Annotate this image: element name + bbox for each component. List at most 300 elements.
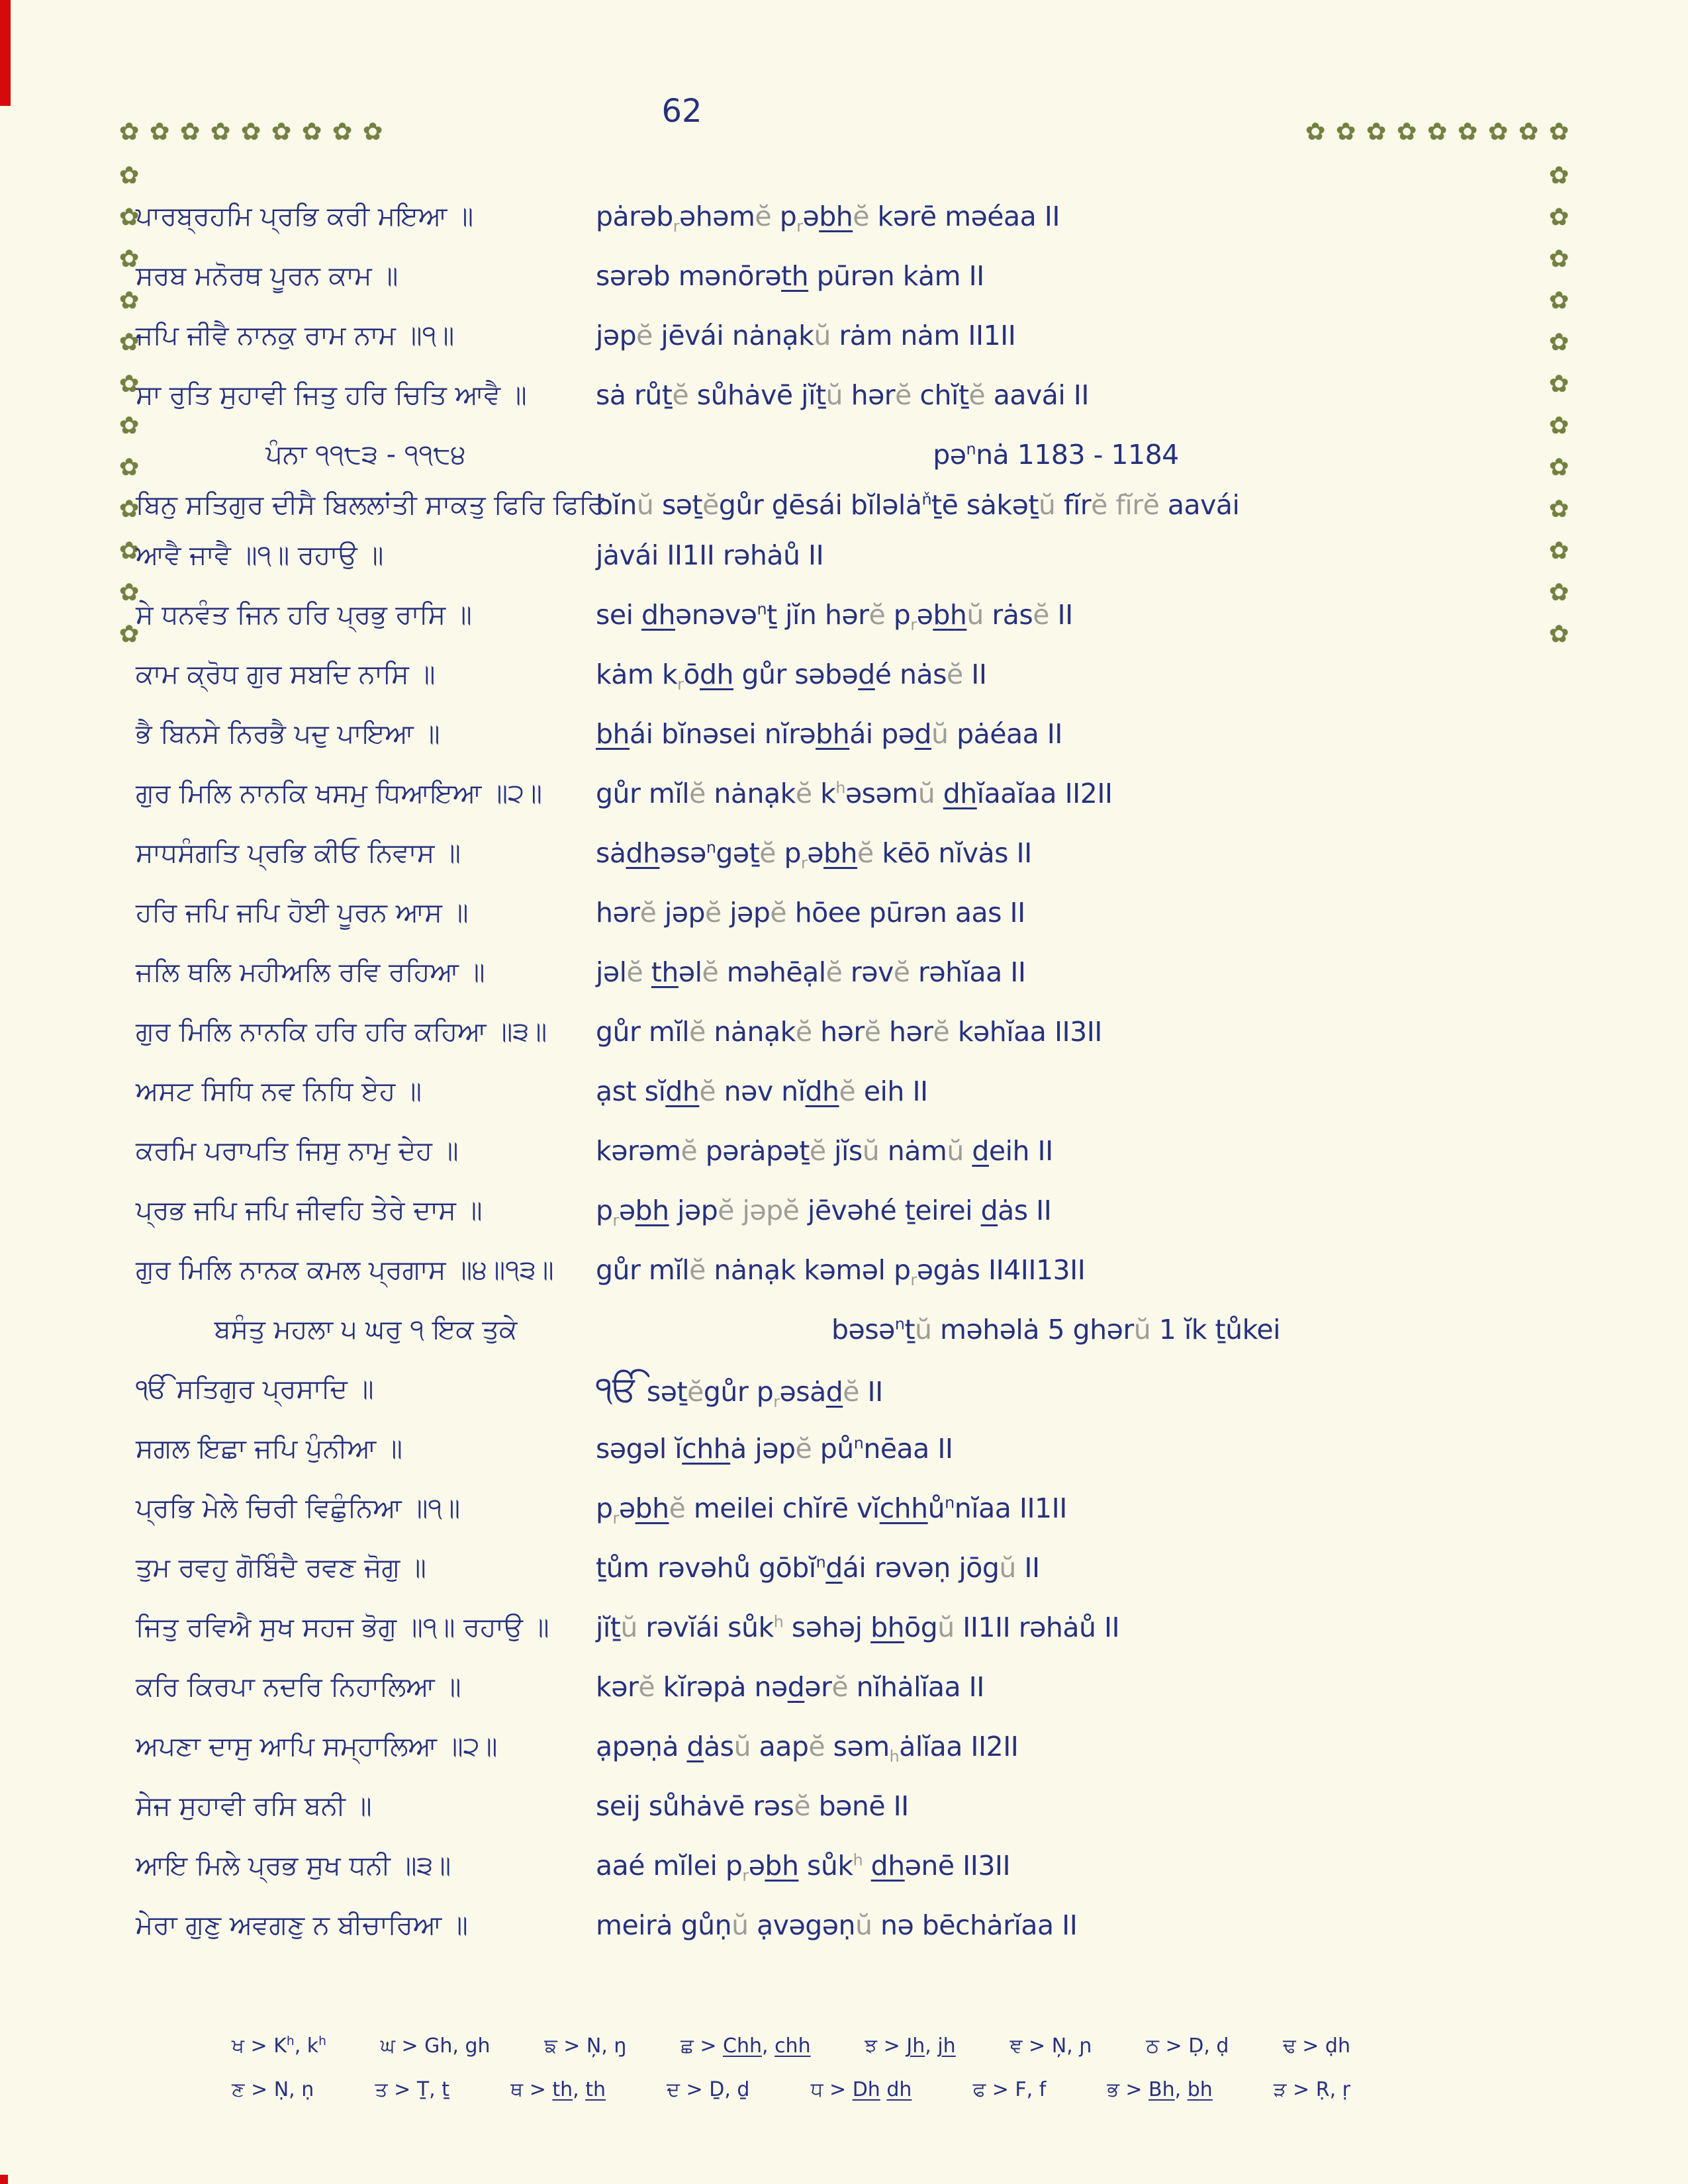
text-segment: dh — [805, 1075, 839, 1107]
roman-transliteration-text — [596, 1016, 1688, 1048]
roman-transliteration-text — [596, 1135, 1688, 1167]
text-segment: d — [825, 1552, 843, 1584]
text-segment: bənē II — [810, 1790, 909, 1822]
gurmukhi-text: ਹਰਿ ਜਪਿ ਜਪਿ ਹੋਈ ਪੂਰਨ ਆਸ ॥ — [136, 897, 469, 928]
text-segment: jȧvái II1II rəhȧů II — [596, 539, 824, 571]
text-segment: əhəm — [679, 201, 755, 232]
text-segment: ər — [804, 1671, 832, 1703]
verse-row — [0, 1419, 1688, 1479]
roman-transliteration-text — [596, 1075, 1688, 1107]
text-segment: jēvəhé ṯeirei — [799, 1195, 981, 1226]
text-segment: pȧrəb — [596, 201, 673, 232]
verse-row — [0, 1895, 1688, 1955]
text-segment: Bh — [1149, 2077, 1175, 2101]
text-segment: əsə — [659, 837, 706, 869]
gurmukhi-text: ਭੈ ਬਿਨਸੇ ਨਿਰਭੈ ਪਦੁ ਪਾਇਆ ॥ — [136, 719, 440, 749]
text-segment: jh — [937, 2034, 956, 2058]
legend-item — [232, 2034, 326, 2058]
roman-transliteration-text — [596, 201, 1688, 236]
roman-transliteration-text — [596, 539, 1688, 571]
text-segment: bh — [635, 1195, 669, 1226]
text-segment: dh — [943, 778, 977, 809]
text-segment: gůr mĭl — [596, 778, 690, 809]
text-segment — [863, 1850, 871, 1882]
transliteration-legend — [232, 2024, 1350, 2111]
text-segment: h — [773, 1612, 784, 1631]
text-segment: ĕ — [638, 1671, 655, 1703]
text-segment: r — [910, 1271, 917, 1290]
text-segment: ਛ > — [680, 2034, 723, 2058]
legend-item — [865, 2034, 955, 2058]
text-segment: ਫ > F, f — [972, 2077, 1047, 2101]
roman-transliteration-text — [596, 897, 1688, 929]
text-segment — [964, 1135, 972, 1167]
roman-transliteration-text — [596, 1492, 1688, 1528]
text-segment: rȧm nȧm II1II — [830, 320, 1016, 351]
flower-icon: ✿ — [1549, 287, 1570, 314]
text-segment: II — [962, 659, 987, 690]
text-segment: pů — [812, 1433, 854, 1465]
text-segment: ȧlĭaa II2II — [899, 1731, 1019, 1762]
text-segment: ō — [683, 659, 700, 690]
text-segment: səhəj — [783, 1612, 871, 1643]
text-segment: ái rəvəṇ jōg — [842, 1552, 1000, 1584]
text-segment: d — [914, 718, 932, 750]
text-segment: ĕ — [755, 201, 772, 232]
roman-transliteration-text — [596, 260, 1688, 292]
text-segment: ə — [807, 837, 824, 869]
text-segment: aavái — [1159, 489, 1240, 521]
text-segment: meilei chĭrē vĭ — [685, 1492, 880, 1524]
text-segment: ਤ > Ṯ, ṯ — [375, 2077, 449, 2101]
text-segment: , — [761, 2034, 775, 2058]
text-segment: ŭ — [1133, 1314, 1151, 1345]
verse-row — [0, 823, 1688, 883]
roman-transliteration-text — [596, 439, 1688, 471]
text-segment: bh — [596, 718, 630, 750]
flower-icon: ✿ — [1458, 118, 1478, 146]
text-segment: n — [894, 1314, 905, 1334]
gurmukhi-text: ਪੰਨਾ ੧੧੮੩ - ੧੧੮੪ — [265, 439, 466, 470]
text-segment: kər — [596, 1671, 639, 1703]
flower-icon: ✿ — [119, 162, 140, 189]
text-segment: ŭ — [733, 1731, 751, 1762]
text-segment: th — [552, 2077, 573, 2101]
text-segment: dh — [665, 1075, 700, 1107]
text-segment: nəv nĭ — [716, 1075, 806, 1107]
text-segment: ਭ > — [1107, 2077, 1149, 2101]
text-segment: jəp — [721, 897, 771, 929]
text-segment: ŭ — [855, 1909, 872, 1941]
text-segment: ȧs — [704, 1731, 734, 1762]
verse-row — [0, 1062, 1688, 1121]
flower-icon: ✿ — [241, 118, 261, 146]
text-segment: kəhĭaa II3II — [949, 1016, 1102, 1048]
text-segment: ĕ — [831, 1671, 849, 1703]
text-segment: ĕ — [794, 1790, 811, 1822]
text-segment: əsȧ — [779, 1375, 826, 1408]
text-segment: jəp — [669, 1195, 718, 1226]
verse-row — [0, 1479, 1688, 1538]
text-segment: n — [945, 1493, 955, 1512]
flower-icon: ✿ — [119, 287, 140, 314]
text-segment: ĕ — [1091, 489, 1107, 521]
flower-icon: ✿ — [180, 118, 201, 146]
text-segment: sei — [596, 599, 642, 631]
verse-table — [0, 187, 1688, 1955]
text-segment: dh — [870, 1850, 905, 1882]
text-segment: II1II rəhȧů II — [954, 1612, 1120, 1643]
verse-row — [0, 525, 1688, 585]
roman-transliteration-text — [596, 718, 1688, 750]
text-segment: ə — [748, 1850, 765, 1882]
legend-item — [375, 2078, 449, 2101]
text-segment: ạpəṇȧ — [596, 1731, 687, 1762]
text-segment: ਞ > N̦, ɲ — [1009, 2034, 1092, 2058]
text-segment: ŭ — [1038, 489, 1056, 521]
text-segment: ĭaaĭaa II2II — [976, 778, 1113, 809]
text-segment: ĕ — [669, 1492, 686, 1524]
text-segment: dh — [886, 2077, 912, 2101]
text-segment: ŭ — [636, 489, 654, 521]
gurmukhi-text: ਆਇ ਮਿਲੇ ਪ੍ਰਭ ਸੁਖ ਧਨੀ ॥੩॥ — [136, 1850, 451, 1881]
roman-transliteration-text — [596, 1369, 1688, 1410]
verse-row — [0, 306, 1688, 365]
text-segment: pərȧpəṯ — [697, 1135, 810, 1167]
text-segment: ŭ — [947, 1135, 964, 1167]
flower-icon: ✿ — [1549, 579, 1570, 606]
verse-row — [0, 1538, 1688, 1598]
text-segment: ĕ — [809, 1135, 826, 1167]
flower-icon: ✿ — [1549, 329, 1570, 356]
flower-icon: ✿ — [363, 118, 383, 146]
text-segment: ṯům rəvəhů gōbĭ — [596, 1552, 816, 1584]
roman-transliteration-text — [596, 837, 1688, 873]
flower-icon: ✿ — [119, 579, 140, 606]
text-segment — [880, 2078, 887, 2101]
text-segment: d — [858, 659, 875, 690]
roman-transliteration-text — [596, 599, 1688, 635]
gurmukhi-text: ਸਰਬ ਮਨੋਰਥ ਪੂਰਨ ਕਾਮ ॥ — [136, 261, 399, 291]
text-segment: ōg — [904, 1612, 938, 1643]
text-segment: ਝ > — [865, 2034, 907, 2058]
text-segment: ĕ — [680, 1135, 698, 1167]
text-segment: ਢ > ḍh — [1283, 2034, 1350, 2058]
roman-transliteration-text — [596, 778, 1688, 809]
text-segment: pūrən kȧm II — [808, 260, 984, 292]
text-segment: r — [612, 1509, 619, 1528]
text-segment: pȧéaa II — [948, 718, 1062, 750]
flower-icon: ✿ — [119, 537, 140, 565]
text-segment: məhēạl — [718, 956, 826, 988]
verse-row — [0, 1181, 1688, 1240]
flower-icon: ✿ — [1397, 118, 1417, 146]
text-segment: ਠ > Ḍ, ḍ — [1146, 2034, 1229, 2058]
roman-transliteration-text — [596, 1731, 1688, 1766]
gurmukhi-text: ਅਸਟ ਸਿਧਿ ਨਵ ਨਿਧਿ ਏਹ ॥ — [136, 1076, 422, 1107]
flower-icon: ✿ — [1549, 537, 1570, 565]
roman-transliteration-text — [596, 320, 1688, 351]
gurmukhi-text: ਪ੍ਰਭ ਜਪਿ ਜਪਿ ਜੀਵਹਿ ਤੇਰੇ ਦਾਸ ॥ — [136, 1195, 483, 1226]
text-segment: r — [773, 1392, 780, 1411]
verse-row — [0, 1121, 1688, 1181]
text-segment: chh — [774, 2034, 811, 2058]
text-segment: ਘ > Gh, gh — [380, 2034, 491, 2058]
text-segment: ŭ — [966, 599, 984, 631]
flower-icon: ✿ — [1488, 118, 1509, 146]
legend-item — [510, 2078, 606, 2101]
roman-transliteration-text — [596, 1790, 1688, 1822]
text-segment: hər — [843, 379, 896, 411]
text-segment: ਣ > Ṇ, ṇ — [232, 2077, 314, 2101]
text-segment: h — [835, 778, 845, 797]
text-segment: ə — [802, 201, 820, 232]
gurmukhi-text: ਗੁਰ ਮਿਲਿ ਨਾਨਕਿ ਖਸਮੁ ਧਿਆਇਆ ॥੨॥ — [136, 778, 542, 809]
text-segment: aavái II — [985, 379, 1089, 411]
text-segment: ਦ > Ḏ, ḏ — [667, 2077, 750, 2101]
text-segment: ਙ > N̦, ŋ — [544, 2034, 627, 2058]
legend-item — [667, 2078, 749, 2101]
roman-transliteration-text — [596, 1850, 1688, 1886]
roman-transliteration-text — [596, 1254, 1688, 1290]
text-segment: gůr səbə — [733, 659, 859, 690]
legend-item — [973, 2078, 1047, 2101]
gurmukhi-text: ਬਿਨੁ ਸਤਿਗੁਰ ਦੀਸੈ ਬਿਲਲਾਂਤੀ ਸਾਕਤੁ ਫਿਰਿ ਫਿਰਿ — [136, 490, 604, 520]
text-segment: h — [889, 1747, 900, 1766]
text-segment: fĭrĕ — [1115, 489, 1160, 521]
text-segment: 1 ĭk ṯůkei — [1150, 1314, 1280, 1345]
legend-item — [1107, 2078, 1212, 2101]
text-segment: chĭṯ — [911, 379, 969, 411]
text-segment: ái pə — [849, 718, 915, 750]
verse-row — [0, 1598, 1688, 1657]
text-segment: ਥ > — [510, 2077, 553, 2101]
text-segment: ṯ jĭn hər — [767, 599, 869, 631]
text-segment: Dh — [852, 2077, 880, 2101]
text-segment: eih II — [988, 1135, 1053, 1167]
verse-row — [0, 883, 1688, 942]
verse-row — [0, 764, 1688, 823]
text-segment: jəp — [596, 320, 637, 351]
flower-icon: ✿ — [1549, 371, 1570, 398]
text-segment: p — [596, 1195, 613, 1226]
text-segment: , — [573, 2077, 586, 2101]
text-segment: jĭṯ — [596, 1612, 621, 1643]
legend-item — [1009, 2034, 1092, 2058]
text-segment: n — [816, 1553, 826, 1572]
text-segment: dh — [699, 659, 733, 690]
text-segment: ŭ — [862, 1135, 880, 1167]
text-segment — [1107, 489, 1116, 521]
text-segment: ĕ — [718, 1195, 734, 1226]
flower-icon: ✿ — [150, 118, 170, 146]
text-segment: səgəl ĭ — [596, 1433, 682, 1465]
red-corner-mark — [0, 0, 11, 106]
text-segment: ਧ > — [810, 2077, 853, 2101]
flower-icon: ✿ — [119, 496, 140, 523]
text-segment — [935, 778, 943, 809]
text-segment: kərəm — [596, 1135, 681, 1167]
text-segment: ṯē sȧkəṯ — [931, 489, 1039, 521]
roman-transliteration-text — [596, 1671, 1688, 1703]
roman-transliteration-text — [596, 379, 1688, 411]
flower-icon: ✿ — [1366, 118, 1387, 146]
flower-icon: ✿ — [211, 118, 231, 146]
gurmukhi-text: ਪਾਰਬ੍ਰਹਮਿ ਪ੍ਰਭਿ ਕਰੀ ਮਇਆ ॥ — [136, 201, 474, 232]
text-segment: ů — [927, 1492, 945, 1524]
text-segment: jəl — [596, 956, 627, 988]
verse-row — [0, 1776, 1688, 1836]
roman-transliteration-text — [596, 1552, 1688, 1584]
text-segment: hōee pūrən aas II — [786, 897, 1025, 929]
gurmukhi-text: ਸਗਲ ਇਛਾ ਜਪਿ ਪੁੰਨੀਆ ॥ — [136, 1433, 402, 1464]
text-segment: ənəvə — [675, 599, 757, 631]
text-segment: chh — [682, 1433, 731, 1465]
text-segment: bĭn — [596, 489, 637, 521]
text-segment: r — [796, 217, 803, 236]
verse-row — [0, 1240, 1688, 1300]
text-segment: ái bĭnəsei nĭrə — [630, 718, 816, 750]
text-segment: r — [801, 854, 808, 873]
text-segment: d — [787, 1671, 805, 1703]
verse-row — [0, 484, 1688, 525]
flower-icon: ✿ — [1549, 412, 1570, 439]
text-segment: ə — [916, 599, 933, 631]
text-segment: ĕ — [795, 1433, 812, 1465]
text-segment: , — [925, 2034, 938, 2058]
text-segment: gůr ḏēsái bĭləlȧ — [718, 489, 922, 521]
text-segment: aap — [751, 1731, 809, 1762]
flower-icon: ✿ — [1549, 246, 1570, 273]
verse-row — [0, 1717, 1688, 1776]
text-segment: nēaa II — [863, 1433, 953, 1465]
text-segment: ĕ — [857, 837, 874, 869]
text-segment: ĕ — [689, 1016, 706, 1048]
text-segment: gůr p — [703, 1375, 774, 1408]
verse-row — [0, 1002, 1688, 1062]
page-number: 62 — [661, 93, 702, 130]
text-segment: ĕ — [689, 778, 706, 809]
text-segment: nȧnạk — [705, 778, 796, 809]
text-segment: é nȧs — [874, 659, 947, 690]
text-segment: ĕ — [893, 956, 910, 988]
text-segment: dh — [626, 837, 660, 869]
text-segment: ਖ > K — [232, 2034, 287, 2058]
gurmukhi-text: ਕਰਿ ਕਿਰਪਾ ਨਦਰਿ ਨਿਹਾਲਿਆ ॥ — [136, 1672, 461, 1702]
text-segment: n — [966, 439, 976, 459]
roman-transliteration-text — [596, 1314, 1688, 1345]
text-segment: p — [885, 599, 911, 631]
roman-transliteration-text — [596, 1433, 1688, 1465]
flower-icon: ✿ — [119, 621, 140, 648]
text-segment: ĕ — [933, 1016, 950, 1048]
gurmukhi-text: ਕਰਮਿ ਪਰਾਪਤਿ ਜਿਸੁ ਨਾਮੁ ਦੇਹ ॥ — [136, 1136, 459, 1166]
text-segment: ĕ — [1033, 599, 1049, 631]
text-segment: jĭs — [825, 1135, 863, 1167]
roman-transliteration-text — [596, 1612, 1688, 1643]
text-segment: nĭhȧlĭaa II — [848, 1671, 984, 1703]
text-segment: əl — [678, 956, 702, 988]
text-segment: ĕ — [947, 659, 963, 690]
text-segment: n — [706, 838, 716, 857]
roman-transliteration-text — [596, 489, 1688, 521]
verse-row — [0, 246, 1688, 306]
text-segment: k — [812, 778, 836, 809]
text-segment: dh — [641, 599, 676, 631]
flower-icon: ✿ — [119, 371, 140, 398]
flower-icon: ✿ — [1519, 118, 1539, 146]
verse-row — [0, 1359, 1688, 1419]
legend-item — [381, 2034, 491, 2058]
text-segment: ə — [618, 1195, 635, 1226]
text-segment: ŭ — [999, 1552, 1016, 1584]
legend-item — [544, 2034, 626, 2058]
text-segment: jēvái nȧnạk — [652, 320, 814, 351]
legend-item — [1146, 2034, 1229, 2058]
flower-icon: ✿ — [332, 118, 353, 146]
text-segment — [734, 1195, 743, 1226]
text-segment: rȧs — [983, 599, 1033, 631]
text-segment: rəv — [842, 956, 894, 988]
flower-icon: ✿ — [1549, 496, 1570, 523]
text-segment: nȧm — [879, 1135, 947, 1167]
gurmukhi-text: ਤੁਮ ਰਵਹੁ ਗੋਬਿੰਦੈ ਰਵਣ ਜੋਗੁ ॥ — [136, 1553, 426, 1583]
text-segment: ĕ — [702, 956, 719, 988]
flower-icon: ✿ — [119, 118, 140, 146]
gurmukhi-text: ਸੇਜ ਸੁਹਾਵੀ ਰਸਿ ਬਨੀ ॥ — [136, 1791, 372, 1821]
text-segment: Chh — [723, 2034, 762, 2058]
flower-icon: ✿ — [1549, 118, 1570, 146]
text-segment: d — [972, 1135, 989, 1167]
text-segment: ŭ — [937, 1612, 955, 1643]
gurmukhi-text: ਜਪਿ ਜੀਵੈ ਨਾਨਕੁ ਰਾਮ ਨਾਮ ॥੧॥ — [136, 320, 455, 351]
text-segment: kərē məéaa II — [868, 201, 1060, 232]
text-segment: hər — [880, 1016, 933, 1048]
ik-onkar-symbol: ੴ — [596, 1368, 639, 1410]
text-segment: sȧ — [596, 837, 626, 869]
gurmukhi-text: ਸਾ ਰੁਤਿ ਸੁਹਾਵੀ ਜਿਤੁ ਹਰਿ ਚਿਤਿ ਆਵੈ ॥ — [136, 380, 527, 410]
text-segment: sȧ růṯ — [596, 379, 673, 411]
text-segment: th — [585, 2077, 606, 2101]
legend-item — [232, 2078, 314, 2101]
text-segment: ĕ — [808, 1731, 825, 1762]
text-segment: kēō nĭvȧs II — [873, 837, 1032, 869]
text-segment: ȧs II — [998, 1195, 1052, 1226]
text-segment: rəhĭaa II — [910, 956, 1026, 988]
flower-icon: ✿ — [119, 204, 140, 231]
text-segment: ĕ — [639, 897, 657, 929]
flower-icon: ✿ — [1336, 118, 1356, 146]
legend-item — [680, 2034, 810, 2058]
text-segment: r — [742, 1866, 749, 1886]
verse-row — [0, 425, 1688, 484]
text-segment: ŭ — [814, 320, 831, 351]
verse-row — [0, 645, 1688, 704]
text-segment: , k — [294, 2034, 319, 2058]
text-segment: ĕ — [705, 897, 722, 929]
roman-transliteration-text — [596, 956, 1688, 988]
text-segment: r — [612, 1211, 619, 1230]
text-segment: meirȧ gůṇ — [596, 1909, 732, 1941]
gurmukhi-text: ਗੁਰ ਮਿਲਿ ਨਾਨਕਿ ਹਰਿ ਹਰਿ ਕਹਿਆ ॥੩॥ — [136, 1017, 547, 1047]
text-segment: ĕ — [843, 1375, 860, 1408]
gurmukhi-text: ਸਾਧਸੰਗਤਿ ਪ੍ਰਭਿ ਕੀਓ ਨਿਵਾਸ ॥ — [136, 838, 461, 868]
text-segment: chh — [879, 1492, 928, 1524]
text-segment: ĕ — [853, 201, 869, 232]
text-segment: sərəb mənōrə — [596, 260, 782, 292]
text-segment: ĕ — [672, 379, 689, 411]
verse-row — [0, 942, 1688, 1002]
